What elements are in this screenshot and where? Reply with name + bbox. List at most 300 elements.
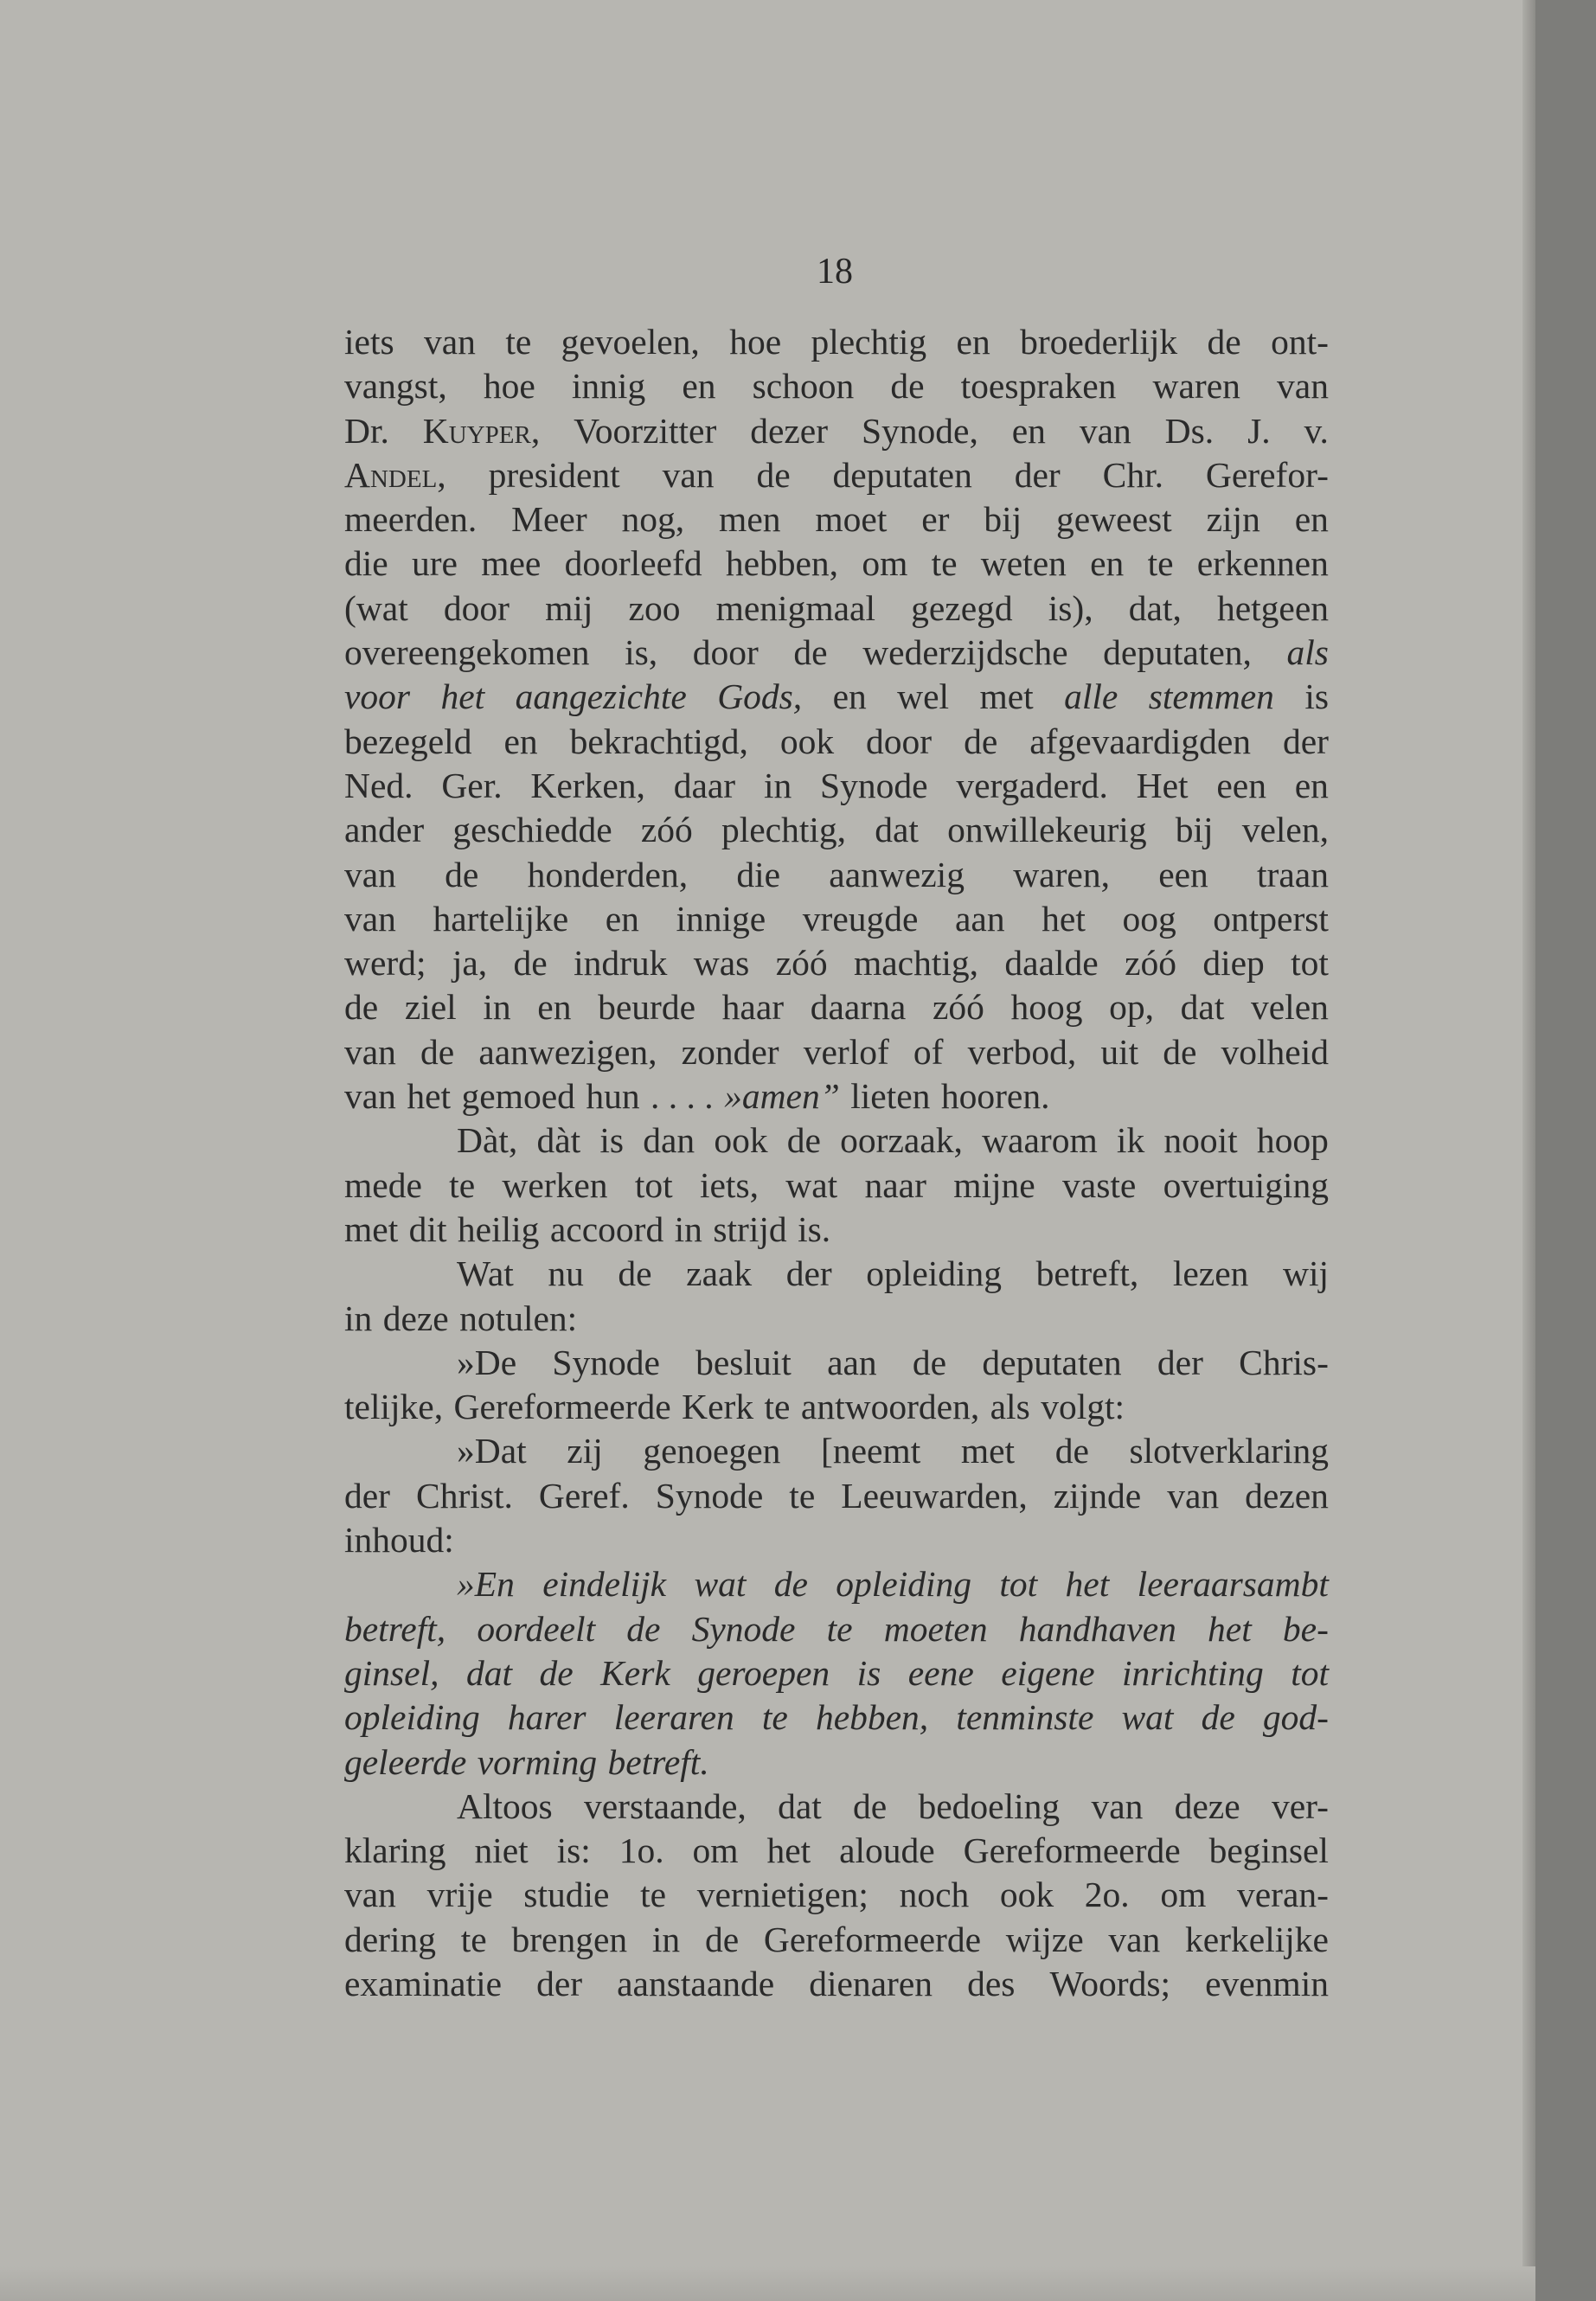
- text-line-5: [344, 497, 1329, 542]
- word: der: [344, 1475, 390, 1516]
- word: daar: [673, 765, 736, 805]
- word: vrije: [426, 1875, 493, 1915]
- word: zaak: [686, 1253, 753, 1294]
- italic-word: eindelijk: [542, 1564, 667, 1605]
- word: dat: [1180, 987, 1225, 1028]
- word: der: [1014, 454, 1061, 495]
- italic-word: be-: [1282, 1608, 1329, 1649]
- italic-word: tot: [999, 1564, 1038, 1605]
- word: Dàt,: [457, 1120, 518, 1161]
- word: om: [1160, 1875, 1207, 1915]
- word: van: [1108, 1919, 1161, 1959]
- italic-word: Kerk: [600, 1652, 670, 1693]
- word: »De: [457, 1342, 517, 1382]
- word: te: [789, 1475, 816, 1516]
- word: de: [445, 854, 479, 894]
- word: verbod,: [967, 1031, 1077, 1072]
- word: velen: [1251, 987, 1329, 1028]
- word: diep: [1202, 943, 1265, 984]
- italic-word: moeten: [883, 1608, 988, 1649]
- word: hoop: [1256, 1120, 1329, 1161]
- word: opleiding: [866, 1253, 1003, 1294]
- word: meerden.: [344, 499, 478, 540]
- text-line-6: [344, 542, 1329, 586]
- word: klaring: [344, 1830, 446, 1871]
- word: te: [931, 543, 958, 584]
- word: veran-: [1237, 1875, 1329, 1915]
- italic-word: de: [539, 1652, 574, 1693]
- word: van: [1167, 1475, 1220, 1516]
- word: moet: [815, 499, 888, 540]
- word: telijke,: [344, 1387, 444, 1427]
- word: zonder: [681, 1031, 779, 1072]
- word: afgevaardigden: [1029, 721, 1251, 761]
- word: van: [344, 1875, 396, 1915]
- word: om: [862, 543, 908, 584]
- word: 1o.: [619, 1830, 664, 1871]
- word: een: [1158, 854, 1208, 894]
- word: studie: [523, 1875, 610, 1915]
- word: de: [853, 1785, 888, 1826]
- word: Kerken,: [530, 765, 645, 805]
- word: vernietigen;: [696, 1875, 869, 1915]
- word: beginsel: [1208, 1830, 1329, 1871]
- word: gevoelen,: [561, 322, 700, 362]
- word: zijn: [1206, 499, 1260, 540]
- word: van: [344, 1076, 396, 1117]
- italic-word: de: [626, 1608, 661, 1649]
- word: lezen: [1172, 1253, 1249, 1294]
- text-line-25: [344, 1385, 1329, 1429]
- word: haar: [721, 987, 785, 1028]
- word: hoe: [483, 366, 535, 407]
- page-number: 18: [817, 252, 853, 292]
- word: volheid: [1221, 1031, 1329, 1072]
- word: de: [964, 721, 998, 761]
- word: overtuiging: [1163, 1164, 1329, 1205]
- word: wijze: [1005, 1919, 1084, 1959]
- word: dering: [344, 1919, 437, 1959]
- word: vaste: [1062, 1164, 1137, 1205]
- text-line-3: [344, 409, 1329, 453]
- word: het: [407, 1076, 452, 1117]
- word: Kerk: [682, 1387, 754, 1427]
- word: wel: [897, 676, 950, 717]
- word: in: [344, 1298, 373, 1338]
- word: J.: [1247, 410, 1271, 451]
- word: te: [449, 1164, 476, 1205]
- word: iets,: [699, 1164, 759, 1205]
- italic-word: vorming: [477, 1741, 598, 1782]
- word: Meer: [511, 499, 587, 540]
- word: aanstaande: [617, 1963, 775, 2003]
- word: evenmin: [1205, 1963, 1329, 2003]
- word: in: [674, 1208, 702, 1249]
- word: er: [921, 499, 950, 540]
- word: van: [1079, 410, 1131, 451]
- italic-word: is: [856, 1652, 881, 1693]
- word: Ger.: [441, 765, 503, 805]
- word: Ds.: [1164, 410, 1215, 451]
- word: bij: [984, 499, 1022, 540]
- word: wij: [1282, 1253, 1329, 1294]
- text-line-4: [344, 453, 1329, 497]
- word: innig: [571, 366, 646, 407]
- page-bottom-edge: [0, 2266, 1535, 2301]
- italic-word: de: [1201, 1697, 1235, 1738]
- word: met: [979, 676, 1034, 717]
- word: beurde: [598, 987, 696, 1028]
- word: oog: [1122, 898, 1176, 939]
- word: dàt: [536, 1120, 581, 1161]
- word: de: [912, 1342, 947, 1382]
- word: is:: [556, 1830, 591, 1871]
- italic-word: voor: [344, 676, 411, 717]
- word: en: [956, 322, 990, 362]
- text-line-15: [344, 941, 1329, 985]
- word: en: [682, 366, 716, 407]
- word: gezegd: [911, 587, 1013, 628]
- word: werken: [502, 1164, 608, 1205]
- word: op,: [1109, 987, 1155, 1028]
- word: Synode: [820, 765, 928, 805]
- word: de: [1054, 1431, 1089, 1471]
- word: en: [1294, 499, 1329, 540]
- word: en: [832, 676, 867, 717]
- text-line-22: [344, 1252, 1329, 1296]
- word: hartelijke: [433, 898, 569, 939]
- word: mij: [545, 587, 593, 628]
- word: dat,: [1128, 587, 1182, 628]
- word: strijd: [713, 1208, 787, 1249]
- page-edge-shadow: [1522, 0, 1535, 2301]
- word: waren,: [1013, 854, 1110, 894]
- word: accoord: [549, 1208, 664, 1249]
- word: van: [344, 1031, 396, 1072]
- italic-word: betreft,: [344, 1608, 446, 1649]
- text-line-14: [344, 897, 1329, 941]
- italic-word: handhaven: [1018, 1608, 1176, 1649]
- word: Geref.: [538, 1475, 630, 1516]
- word: bezegeld: [344, 721, 472, 761]
- text-line-33: [344, 1740, 1329, 1785]
- word: en: [503, 721, 538, 761]
- word: iets: [344, 322, 394, 362]
- word: Dr.: [344, 410, 389, 451]
- word: te: [460, 1919, 487, 1959]
- word: deze: [1174, 1785, 1240, 1826]
- word: Leeuwarden,: [841, 1475, 1028, 1516]
- name-kuyper: Kuyper,: [422, 410, 541, 451]
- word: der: [785, 1253, 832, 1294]
- word: de: [756, 454, 791, 495]
- word: te: [640, 1875, 667, 1915]
- word: mede: [344, 1164, 422, 1205]
- italic-word: oordeelt: [477, 1608, 596, 1649]
- text-line-37: [344, 1918, 1329, 1962]
- word: der: [536, 1963, 583, 2003]
- word: aanwezigen,: [478, 1031, 657, 1072]
- text-line-30: [344, 1607, 1329, 1651]
- word: deputaten: [832, 454, 972, 495]
- word: vangst,: [344, 366, 447, 407]
- word: hebben,: [725, 543, 839, 584]
- italic-word: tot: [1291, 1652, 1329, 1693]
- italic-word: inrichting: [1122, 1652, 1264, 1693]
- text-line-8: [344, 631, 1329, 675]
- word: is: [599, 1120, 625, 1161]
- word: Synode: [655, 1475, 764, 1516]
- word: vergaderd.: [956, 765, 1108, 805]
- italic-word: als: [1286, 632, 1329, 673]
- word: de: [890, 366, 925, 407]
- name-andel: Andel,: [344, 454, 446, 495]
- word: noch: [899, 1875, 970, 1915]
- word: Chris-: [1239, 1342, 1329, 1382]
- text-line-28: [344, 1518, 1329, 1562]
- word: die: [344, 543, 388, 584]
- word: besluit: [695, 1342, 792, 1382]
- word: machtig,: [853, 943, 979, 984]
- word: door: [443, 587, 510, 628]
- word: uit: [1100, 1031, 1139, 1072]
- word: geschiedde: [452, 810, 612, 850]
- word: des: [967, 1963, 1016, 2003]
- word: van: [662, 454, 715, 495]
- word: Gereformeerde: [963, 1830, 1181, 1871]
- word: te: [505, 322, 532, 362]
- word: dezen: [1245, 1475, 1329, 1516]
- word: in: [651, 1919, 681, 1959]
- word: te: [764, 1387, 791, 1427]
- word: daalde: [1004, 943, 1099, 984]
- italic-word: wat: [694, 1564, 747, 1605]
- italic-word: geleerde: [344, 1741, 467, 1782]
- word: (wat: [344, 587, 408, 628]
- word: is,: [625, 632, 658, 673]
- word: doorleefd: [564, 543, 702, 584]
- word: ook: [714, 1120, 768, 1161]
- word: ja,: [452, 943, 488, 984]
- ellipsis: . . . .: [651, 1076, 714, 1117]
- word: zóó: [1125, 943, 1176, 984]
- word: hoe: [729, 322, 782, 362]
- text-line-23: [344, 1297, 1329, 1341]
- word: velen,: [1241, 810, 1329, 850]
- text-line-34: [344, 1785, 1329, 1829]
- word: genoegen: [643, 1431, 781, 1471]
- word: het: [1042, 898, 1086, 939]
- word: en: [1294, 765, 1329, 805]
- word: nooit: [1163, 1120, 1238, 1161]
- word: geweest: [1056, 499, 1172, 540]
- word: zóó: [932, 987, 984, 1028]
- italic-word: ginsel,: [344, 1652, 439, 1693]
- italic-word: het: [440, 676, 485, 717]
- word: notulen:: [459, 1298, 578, 1338]
- word: overeengekomen: [344, 632, 590, 673]
- italic-word: dat: [465, 1652, 513, 1693]
- italic-word: Synode: [691, 1608, 796, 1649]
- body-text: [344, 320, 1329, 2006]
- word: plechtig,: [721, 810, 847, 850]
- word: de: [513, 943, 548, 984]
- word: de: [618, 1253, 652, 1294]
- italic-word: betreft.: [607, 1741, 709, 1782]
- word: ook: [999, 1875, 1054, 1915]
- word: brengen: [511, 1919, 628, 1959]
- word: verlof: [803, 1031, 889, 1072]
- text-line-24: [344, 1341, 1329, 1385]
- italic-word: het: [1208, 1608, 1252, 1649]
- word: is),: [1048, 587, 1093, 628]
- word: is.: [798, 1208, 831, 1249]
- word: slotverklaring: [1129, 1431, 1329, 1471]
- italic-word: te: [826, 1608, 853, 1649]
- word: in: [763, 765, 792, 805]
- word: oorzaak,: [840, 1120, 963, 1161]
- word: en: [1011, 410, 1046, 451]
- word: in: [483, 987, 511, 1028]
- word: tot: [1291, 943, 1329, 984]
- word: was: [693, 943, 750, 984]
- word: der: [1157, 1342, 1203, 1382]
- word: dit: [408, 1208, 447, 1249]
- word: tot: [634, 1164, 673, 1205]
- word: niet: [474, 1830, 529, 1871]
- word: indruk: [574, 943, 668, 984]
- word: dan: [643, 1120, 695, 1161]
- text-line-38: [344, 1962, 1329, 2006]
- word: daarna: [810, 987, 907, 1028]
- word: te: [1147, 543, 1174, 584]
- word: is: [1304, 676, 1329, 717]
- word: president: [488, 454, 620, 495]
- word: weten: [980, 543, 1067, 584]
- word: werd;: [344, 943, 426, 984]
- word: ure: [411, 543, 458, 584]
- word: bedoeling: [918, 1785, 1061, 1826]
- word: Het: [1136, 765, 1189, 805]
- word: Gereformeerde: [763, 1919, 981, 1959]
- italic-word: eene: [907, 1652, 974, 1693]
- word: zoo: [628, 587, 681, 628]
- word: of: [913, 1031, 944, 1072]
- word: Ned.: [344, 765, 413, 805]
- text-line-36: [344, 1873, 1329, 1917]
- word: dezer: [750, 410, 829, 451]
- text-line-18: [344, 1074, 1329, 1118]
- italic-word: harer: [507, 1697, 586, 1738]
- text-line-13: [344, 853, 1329, 897]
- italic-word: Gods,: [717, 676, 803, 717]
- word: van: [344, 854, 396, 894]
- word: deze: [382, 1298, 449, 1338]
- word: om: [692, 1830, 739, 1871]
- word: Altoos: [457, 1785, 553, 1826]
- word: door: [866, 721, 933, 761]
- word: hun: [586, 1076, 640, 1117]
- word: onwillekeurig: [947, 810, 1147, 850]
- text-line-16: [344, 985, 1329, 1029]
- word: nu: [548, 1253, 584, 1294]
- word: ook: [779, 721, 835, 761]
- word: verstaande,: [583, 1785, 747, 1826]
- word: lieten: [850, 1076, 931, 1117]
- word: innige: [676, 898, 766, 939]
- text-line-9: [344, 675, 1329, 719]
- word: ziel: [404, 987, 457, 1028]
- word: de: [344, 987, 379, 1028]
- text-line-2: [344, 364, 1329, 408]
- word: en: [605, 898, 639, 939]
- word: kerkelijke: [1185, 1919, 1329, 1959]
- word: van: [1091, 1785, 1144, 1826]
- text-line-1: [344, 320, 1329, 364]
- text-line-12: [344, 808, 1329, 852]
- word: schoon: [752, 366, 855, 407]
- text-line-7: [344, 586, 1329, 631]
- text-line-10: [344, 720, 1329, 764]
- word: zóó: [640, 810, 693, 850]
- word: Christ.: [416, 1475, 513, 1516]
- word: erkennen: [1196, 543, 1329, 584]
- text-line-31: [344, 1651, 1329, 1695]
- word: Woords;: [1049, 1963, 1171, 2003]
- word: de: [420, 1031, 455, 1072]
- italic-word: het: [1065, 1564, 1110, 1605]
- word: door: [692, 632, 759, 673]
- word: en: [537, 987, 572, 1028]
- italic-word: »En: [457, 1564, 515, 1605]
- word: volgt:: [1041, 1387, 1125, 1427]
- word: van: [1277, 366, 1329, 407]
- italic-word: te: [761, 1697, 788, 1738]
- word: mee: [481, 543, 542, 584]
- word: nog,: [621, 499, 685, 540]
- word: traan: [1257, 854, 1329, 894]
- text-line-27: [344, 1474, 1329, 1518]
- italic-word: de: [773, 1564, 808, 1605]
- word: wat: [785, 1164, 838, 1205]
- word: een: [1216, 765, 1266, 805]
- word: wederzijdsche: [862, 632, 1068, 673]
- word: de: [704, 1919, 740, 1959]
- italic-word: alle: [1064, 676, 1118, 717]
- word: dat: [875, 810, 919, 850]
- word: de: [1163, 1031, 1197, 1072]
- word: ik: [1116, 1120, 1145, 1161]
- word: zóó: [775, 943, 828, 984]
- text-line-19: [344, 1118, 1329, 1163]
- word: en: [1090, 543, 1125, 584]
- text-line-29: [344, 1562, 1329, 1606]
- word: van: [424, 322, 476, 362]
- word: »Dat: [457, 1431, 527, 1471]
- word: ver-: [1271, 1785, 1329, 1826]
- word: de: [793, 632, 828, 673]
- italic-word: »amen”: [724, 1076, 840, 1117]
- italic-word: wat: [1121, 1697, 1174, 1738]
- word: ander: [344, 810, 425, 850]
- word: deputaten,: [1103, 632, 1252, 673]
- italic-word: aangezichte: [515, 676, 687, 717]
- word: Chr.: [1102, 454, 1163, 495]
- word: antwoorden,: [800, 1387, 980, 1427]
- word: gemoed: [461, 1076, 575, 1117]
- word: ont-: [1271, 322, 1329, 362]
- italic-word: leeraarsambt: [1137, 1564, 1329, 1605]
